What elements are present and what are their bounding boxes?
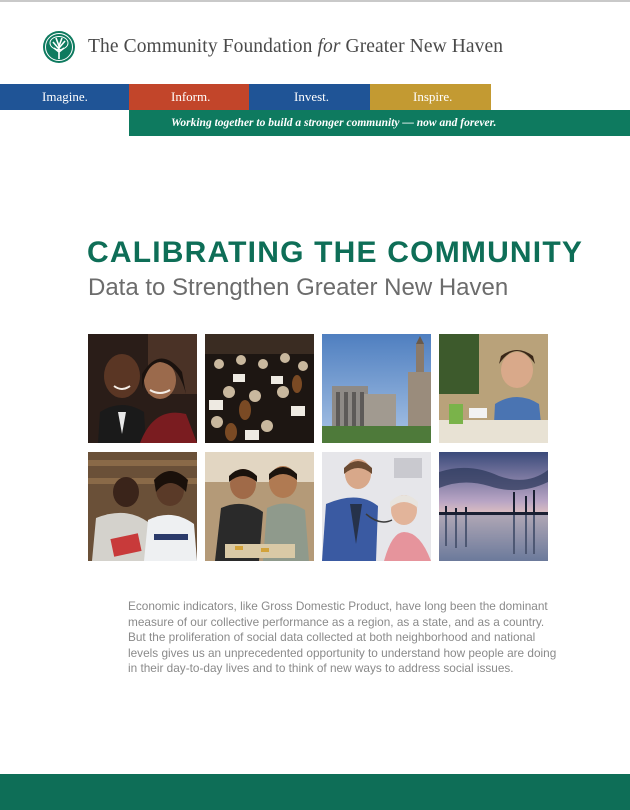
nav-strip-imagine: Imagine.: [0, 84, 129, 110]
top-rule: [0, 0, 630, 2]
page-subtitle: Data to Strengthen Greater New Haven: [88, 274, 509, 301]
footer-bar: [0, 774, 630, 810]
tagline-text: Working together to build a stronger community — now and forever.: [171, 117, 497, 129]
harbor-dusk-photo: [439, 452, 548, 561]
intro-paragraph: Economic indicators, like Gross Domestic Product, have long been the dominant measure of our collective performance as a region, as a state, and as a country. But the proliferation of social data collected at both neighborhood and national levels gives us an unprecedented opportunity to understand how people are doing in their day-to-day lives and to think of new ways to address social issues.: [128, 599, 557, 675]
nav-strip-inspire: Inspire.: [370, 84, 491, 110]
tree-logo-icon: [42, 30, 76, 64]
tagline-bar: [129, 110, 630, 136]
smiling-couple-photo: [88, 334, 197, 443]
nav-strip-inform: Inform.: [129, 84, 249, 110]
city-skyline-photo: [322, 334, 431, 443]
foundation-logo: [42, 30, 503, 64]
child-at-table-photo: [439, 334, 548, 443]
page-title: CALIBRATING THE COMMUNITY: [87, 236, 584, 269]
orchestra-photo: [205, 334, 314, 443]
organization-name: The Community Foundation for Greater New Haven: [88, 36, 504, 57]
photo-grid: [88, 334, 549, 561]
doctor-patient-photo: [322, 452, 431, 561]
nav-strip-invest: Invest.: [249, 84, 370, 110]
students-reading-photo: [88, 452, 197, 561]
kids-working-together-photo: [205, 452, 314, 561]
